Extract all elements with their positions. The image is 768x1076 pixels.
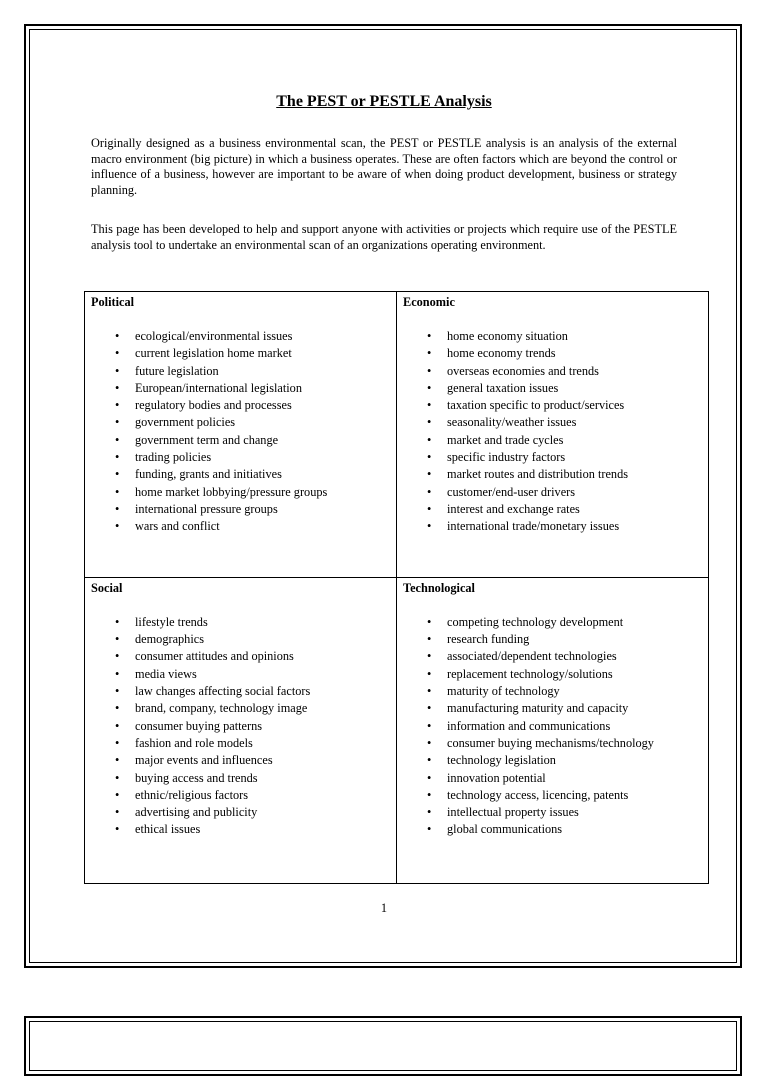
table-row	[85, 577, 709, 883]
list-item: • consumer buying patterns	[135, 718, 390, 735]
list-item: • overseas economies and trends	[447, 363, 702, 380]
list-item: • consumer attitudes and opinions	[135, 648, 390, 665]
list-item: • funding, grants and initiatives	[135, 466, 390, 483]
list-item: • law changes affecting social factors	[135, 683, 390, 700]
economic-heading: Economic	[403, 295, 455, 309]
list-item: • interest and exchange rates	[447, 501, 702, 518]
list-item: • home economy trends	[447, 345, 702, 362]
list-item: • government policies	[135, 414, 390, 431]
list-item: • maturity of technology	[447, 683, 702, 700]
list-item: • specific industry factors	[447, 449, 702, 466]
list-item: • major events and influences	[135, 752, 390, 769]
list-item: • global communications	[447, 821, 702, 838]
list-item: • lifestyle trends	[135, 614, 390, 631]
pestle-table	[84, 291, 709, 884]
list-item: • ethnic/religious factors	[135, 787, 390, 804]
list-item: • customer/end-user drivers	[447, 484, 702, 501]
list-item: • technology access, licencing, patents	[447, 787, 702, 804]
list-item: • competing technology development	[447, 614, 702, 631]
technological-heading: Technological	[403, 580, 475, 595]
list-item: • international trade/monetary issues	[447, 518, 702, 535]
social-cell	[85, 577, 397, 883]
list-item: • government term and change	[135, 432, 390, 449]
page-number: 1	[380, 901, 388, 915]
list-item: • seasonality/weather issues	[447, 414, 702, 431]
list-item: • research funding	[447, 631, 702, 648]
list-item: • media views	[135, 666, 390, 683]
political-cell	[85, 292, 397, 578]
technological-list	[403, 614, 702, 839]
list-item: • intellectual property issues	[447, 804, 702, 821]
economic-cell	[397, 292, 709, 578]
next-page	[24, 1016, 742, 1076]
list-item: • home economy situation	[447, 328, 702, 345]
list-item: • regulatory bodies and processes	[135, 397, 390, 414]
list-item: • future legislation	[135, 363, 390, 380]
political-heading: Political	[91, 295, 135, 309]
list-item: • technology legislation	[447, 752, 702, 769]
political-list	[91, 328, 390, 536]
list-item: • advertising and publicity	[135, 804, 390, 821]
list-item: • information and communications	[447, 718, 702, 735]
economic-list	[403, 328, 702, 536]
list-item: • brand, company, technology image	[135, 700, 390, 717]
list-item: • international pressure groups	[135, 501, 390, 518]
technological-cell	[397, 577, 709, 883]
list-item: • market routes and distribution trends	[447, 466, 702, 483]
purpose-paragraph: This page has been developed to help and support anyone with activities or projects which require use of the PESTLE analysis tool to undertake an environmental scan of an organizations operating environment.	[91, 222, 677, 252]
intro-paragraph: Originally designed as a business environmental scan, the PEST or PESTLE analysis is an analysis of the external macro environment (big picture) in which a business operates. These are often factors which are beyond the control or influence of a business, however are important to be aware of when doing product development, business or strategy planning.	[91, 136, 677, 197]
list-item: • home market lobbying/pressure groups	[135, 484, 390, 501]
social-list	[91, 614, 390, 839]
table-row	[85, 292, 709, 578]
list-item: • innovation potential	[447, 770, 702, 787]
list-item: • demographics	[135, 631, 390, 648]
list-item: • taxation specific to product/services	[447, 397, 702, 414]
list-item: • replacement technology/solutions	[447, 666, 702, 683]
list-item: • fashion and role models	[135, 735, 390, 752]
list-item: • ethical issues	[135, 821, 390, 838]
list-item: • general taxation issues	[447, 380, 702, 397]
list-item: • market and trade cycles	[447, 432, 702, 449]
list-item: • trading policies	[135, 449, 390, 466]
list-item: • current legislation home market	[135, 345, 390, 362]
list-item: • manufacturing maturity and capacity	[447, 700, 702, 717]
next-page-inner-border	[29, 1021, 737, 1071]
list-item: • wars and conflict	[135, 518, 390, 535]
document-title: The PEST or PESTLE Analysis	[276, 93, 492, 110]
list-item: • associated/dependent technologies	[447, 648, 702, 665]
social-heading: Social	[91, 580, 123, 595]
list-item: • consumer buying mechanisms/technology	[447, 735, 702, 752]
list-item: • ecological/environmental issues	[135, 328, 390, 345]
list-item: • buying access and trends	[135, 770, 390, 787]
list-item: • European/international legislation	[135, 380, 390, 397]
